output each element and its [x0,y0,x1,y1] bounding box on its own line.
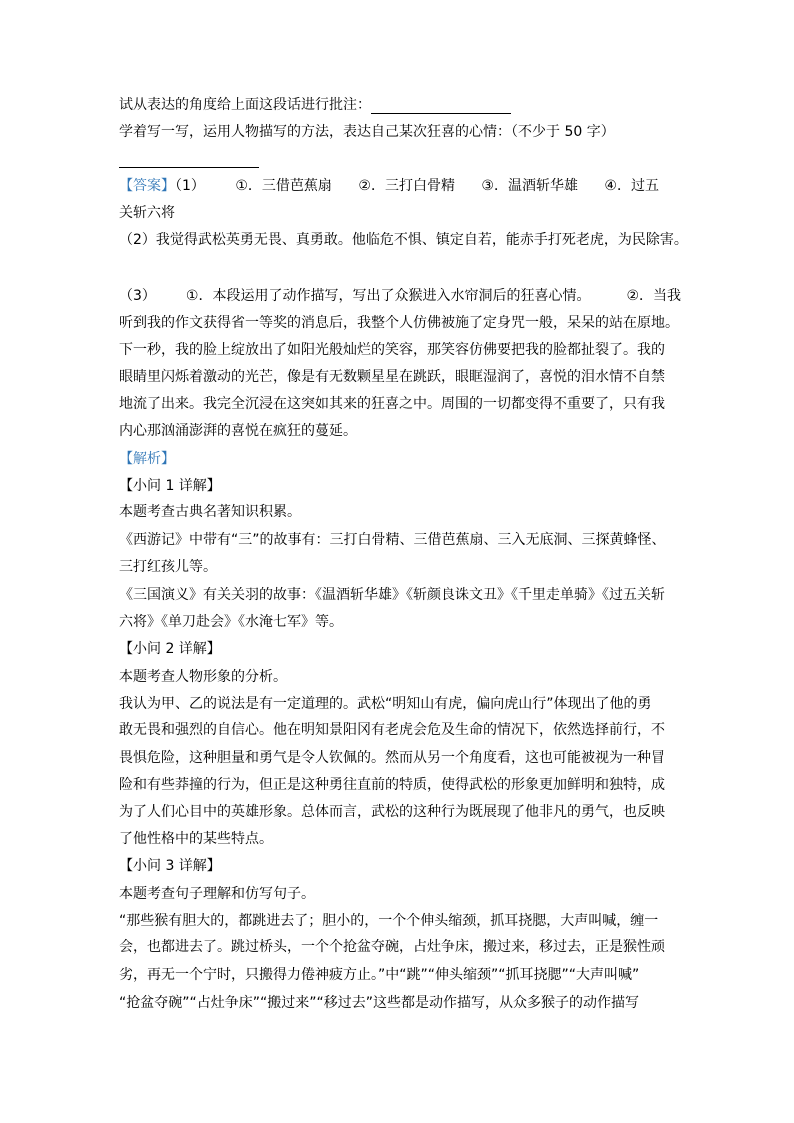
text-line: 《三国演义》有关关羽的故事：《温酒斩华雄》《斩颜良诛文丑》《千里走单骑》《过五关斩 [119,587,665,603]
text-line: 劣，再无一个宁时，只搬得力倦神疲方止。”中“跳”“伸头缩颈”“抓耳挠腮”“大声叫喊” [119,967,640,983]
text-line: 本题考查古典名著知识积累。 [119,504,301,520]
part1-item: ①．三借芭蕉扇 [235,178,332,194]
answer-blank[interactable] [371,99,511,114]
text-line: 本题考查句子理解和仿写句子。 [119,886,315,902]
section-heading: 【小问 3 详解】 [119,858,221,874]
text-line: 眼睛里闪烁着激动的光芒，像是有无数颗星星在跳跃，眼眶湿润了，喜悦的泪水情不自禁 [119,369,665,385]
write-blank-line [119,150,259,168]
text-line: 险和有些莽撞的行为，但正是这种勇往直前的特质，使得武松的形象更加鲜明和独特，成 [119,777,665,793]
part1-item: ④．过五 [604,178,659,194]
answer-tag: 【答案】 [119,178,175,194]
section-heading: 【小问 1 详解】 [119,478,221,494]
text-line: 我认为甲、乙的说法是有一定道理的。武松“明知山有虎，偏向虎山行”体现出了他的勇 [119,696,652,712]
text-line: “那些猴有胆大的，都跳进去了；胆小的，一个个伸头缩颈，抓耳挠腮，大声叫喊，缠一 [119,913,659,929]
text-line: 地流了出来。我完全沉浸在这突如其来的狂喜之中。周围的一切都变得不重要了，只有我 [119,396,665,412]
text-line: 了他性格中的某些特点。 [119,831,273,847]
annotate-prompt: 试从表达的角度给上面这段话进行批注： [119,97,371,113]
text-line: 《西游记》中带有“三”的故事有：三打白骨精、三借芭蕉扇、三入无底洞、三探黄蜂怪、 [119,532,666,548]
part2: （2）我觉得武松英勇无畏、真勇敢。他临危不惧、镇定自若，能赤手打死老虎，为民除害。 [119,232,688,248]
text-line: 下一秒，我的脸上绽放出了如阳光般灿烂的笑容，那笑容仿佛要把我的脸都扯裂了。我的 [119,342,665,358]
write-prompt: 学着写一写，运用人物描写的方法，表达自己某次狂喜的心情：（不少于 50 字） [119,124,615,140]
text-line: “抢盆夺碗”“占灶争床”“搬过来”“移过去”这些都是动作描写，从众多猴子的动作描写 [119,995,640,1011]
answer-line-1 [119,177,659,195]
annotate-prompt-line [119,96,511,114]
part3-item: ②．当我 [626,288,682,304]
answer-blank[interactable] [119,153,259,168]
part3-label: （3） [119,288,156,304]
analysis-tag: 【解析】 [119,451,175,467]
text-line: 会，也都进去了。跳过桥头，一个个抢盆夺碗，占灶争床，搬过来，移过去，正是猴性顽 [119,939,665,955]
text-line: 听到我的作文获得省一等奖的消息后，我整个人仿佛被施了定身咒一般，呆呆的站在原地。 [119,315,679,331]
part1-cont: 关斩六将 [119,205,175,221]
text-line: 敢无畏和强烈的自信心。他在明知景阳冈有老虎会危及生命的情况下，依然选择前行，不 [119,722,665,738]
part3-line-1 [119,287,681,305]
part1-item: ②．三打白骨精 [358,178,455,194]
text-line: 畏惧危险，这种胆量和勇气是令人钦佩的。然而从另一个角度看，这也可能被视为一种冒 [119,750,665,766]
text-line: 为了人们心目中的英雄形象。总体而言，武松的这种行为既展现了他非凡的勇气，也反映 [119,804,665,820]
part1-label: （1） [175,178,205,194]
text-line: 六将》《单刀赴会》《水淹七军》等。 [119,614,343,630]
text-line: 三打红孩儿等。 [119,559,217,575]
section-heading: 【小问 2 详解】 [119,641,221,657]
part1-item: ③．温酒斩华雄 [481,178,578,194]
part3-item: ①．本段运用了动作描写，写出了众猴进入水帘洞后的狂喜心情。 [185,288,591,304]
text-line: 内心那汹涌澎湃的喜悦在疯狂的蔓延。 [119,423,357,439]
text-line: 本题考查人物形象的分析。 [119,669,287,685]
